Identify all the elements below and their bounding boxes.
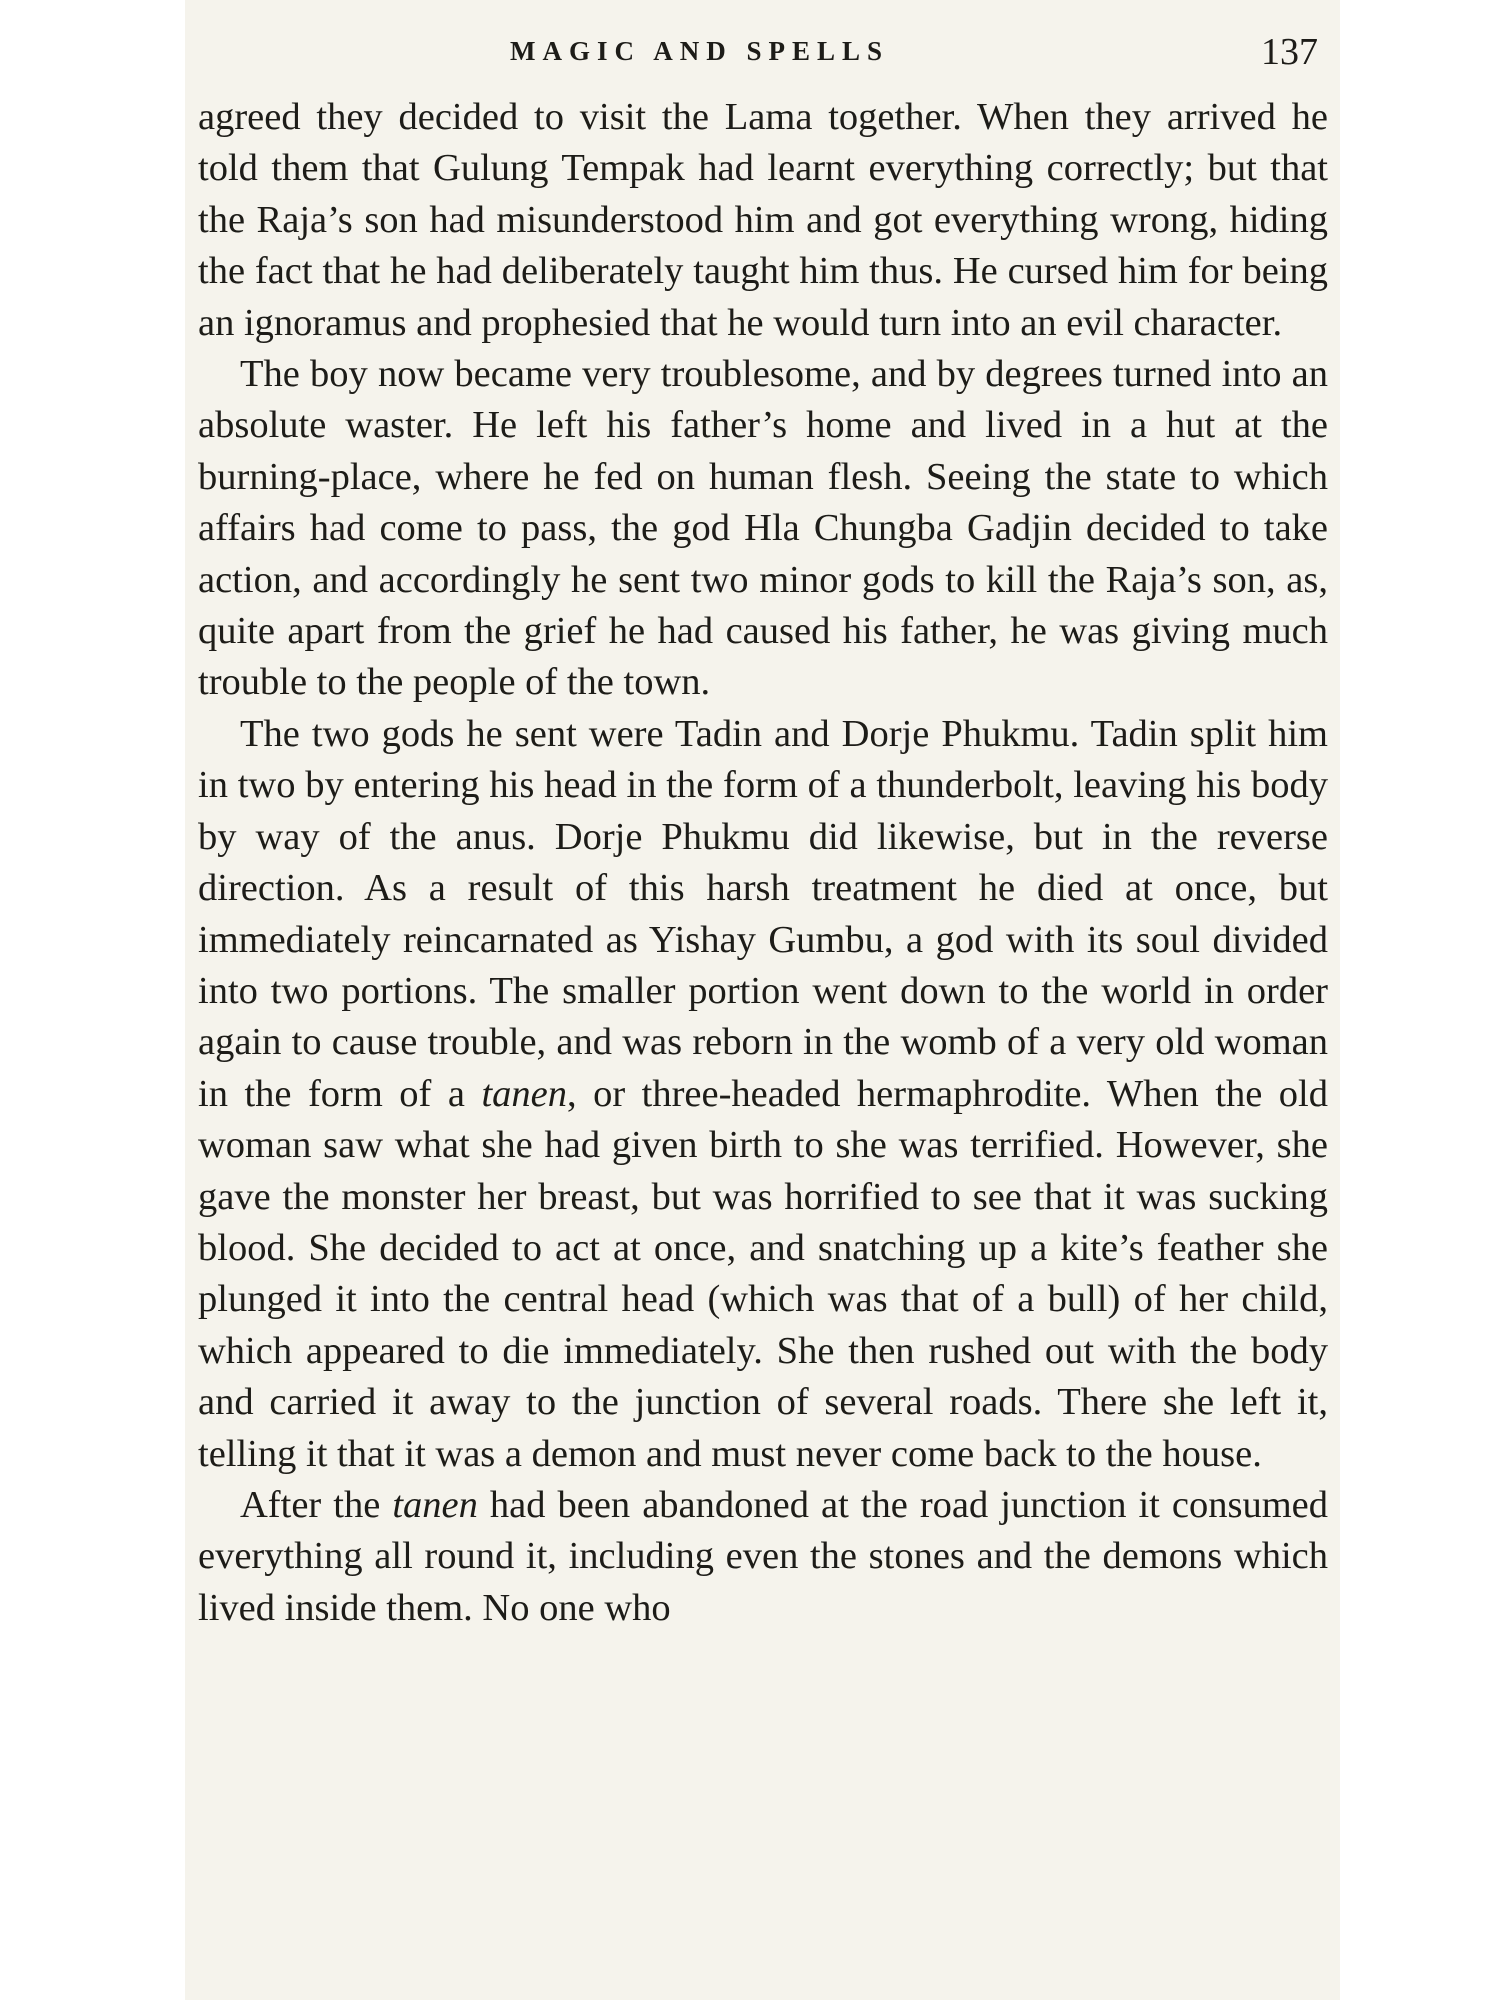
paragraph-4-text-a: After the — [240, 1483, 393, 1526]
paragraph-3 — [198, 709, 1328, 1480]
paragraph-2: The boy now became very troublesome, and by degrees turned into an absolute waster. He left his father’s home and lived in a hut at the burning-place, where he fed on human flesh. Seeing the state to which affairs had come to pass, the god Hla Chungba Gadjin decided to take action, and accordingly he sent two minor gods to kill the Raja’s son, as, quite apart from the grief he had caused his father, he was giving much trouble to the people of the town. — [198, 353, 1328, 704]
body-text — [198, 92, 1328, 1634]
paragraph-3-italic-term: tanen — [481, 1072, 567, 1115]
paragraph-4-italic-term: tanen — [392, 1483, 478, 1526]
running-head: MAGIC AND SPELLS — [510, 36, 890, 66]
book-page — [185, 0, 1340, 2000]
paragraph-4-text-b: had been abandoned at the road junction it consumed everything all round it, including even the stones and the demons which lived inside them. No one who — [198, 1483, 1328, 1629]
page-number: 137 — [1261, 31, 1318, 73]
paragraph-3-text-b: , or three-headed hermaphrodite. When the old woman saw what she had given birth to she was terrified. However, she gave the monster her breast, but was horrified to see that it was sucking blood. She decided to act at once, and snatching up a kite’s feather she plunged it into the central head (which was that of a bull) of her child, which appeared to die immediately. She then rushed out with the body and carried it away to the junction of several roads. There she left it, telling it that it was a demon and must never come back to the house. — [198, 1072, 1328, 1475]
paragraph-3-text-a: The two gods he sent were Tadin and Dorje Phukmu. Tadin split him in two by entering his head in the form of a thunderbolt, leaving his body by way of the anus. Dorje Phukmu did likewise, but in the reverse direction. As a result of this harsh treatment he died at once, but immediately reincarnated as Yishay Gumbu, a god with its soul divided into two portions. The smaller portion went down to the world in order again to cause trouble, and was reborn in the womb of a very old woman in the form of a — [198, 712, 1328, 1115]
paragraph-1: agreed they decided to visit the Lama together. When they arrived he told them that Gulung Tempak had learnt everything correctly; but that the Raja’s son had misunderstood him and got everything wrong, hiding the fact that he had deliberately taught him thus. He cursed him for being an ignoramus and prophesied that he would turn into an evil character. — [198, 96, 1328, 344]
paragraph-4 — [198, 1480, 1328, 1634]
page-header — [185, 30, 1340, 80]
